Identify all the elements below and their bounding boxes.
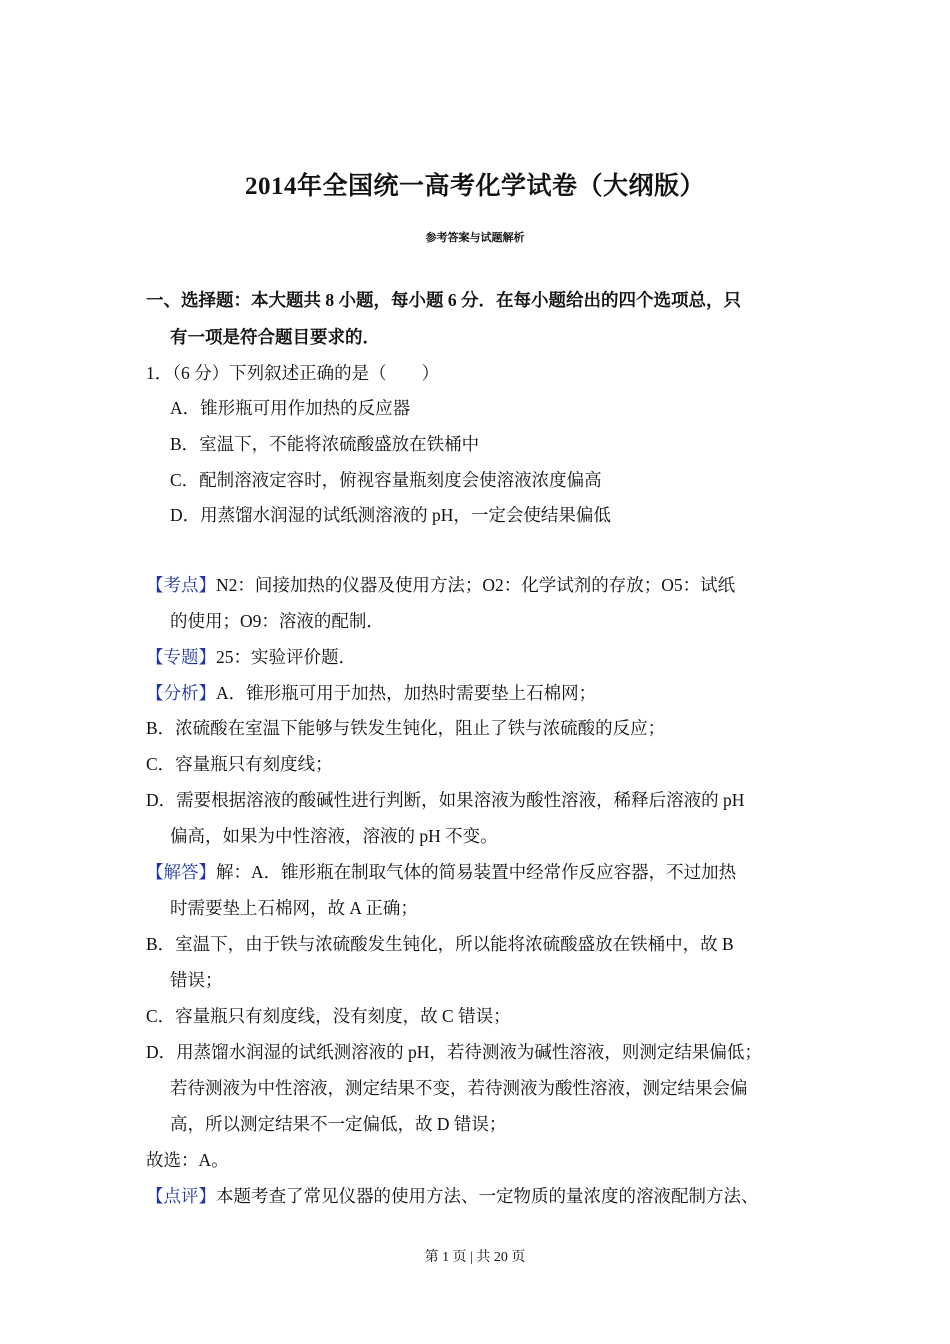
kaodian-text1: N2：间接加热的仪器及使用方法；O2：化学试剂的存放；O5：试纸 [216, 575, 736, 595]
jieda-line-d3: 高，所以测定结果不一定偏低，故 D 错误； [170, 1114, 507, 1134]
fenxi-tag: 【分析】 [146, 683, 216, 703]
question-1-stem: 1．（6 分）下列叙述正确的是（ ） [146, 363, 440, 383]
dianping-line [146, 1186, 759, 1206]
jieda-line-a2: 时需要垫上石棉网，故 A 正确； [170, 898, 418, 918]
fenxi-line-d2: 偏高，如果为中性溶液，溶液的 pH 不变。 [170, 826, 498, 846]
kaodian-line1 [146, 575, 735, 595]
jieda-tag: 【解答】 [146, 862, 216, 882]
zhuanti-text: 25：实验评价题． [216, 647, 356, 667]
jieda-line-a1 [146, 862, 736, 882]
fenxi-line-a [146, 683, 596, 703]
option-b: B．室温下，不能将浓硫酸盛放在铁桶中 [170, 434, 480, 454]
dianping-tag: 【点评】 [146, 1186, 216, 1206]
zhuanti-tag: 【专题】 [146, 647, 216, 667]
kaodian-tag: 【考点】 [146, 575, 216, 595]
fenxi-line-c: C．容量瓶只有刻度线； [146, 754, 333, 774]
fenxi-line-b: B．浓硫酸在室温下能够与铁发生钝化，阻止了铁与浓硫酸的反应； [146, 718, 666, 738]
jieda-text-a1: 解：A．锥形瓶在制取气体的简易装置中经常作反应容器，不过加热 [216, 862, 737, 882]
jieda-line-b1: B．室温下，由于铁与浓硫酸发生钝化，所以能将浓硫酸盛放在铁桶中，故 B [146, 934, 734, 954]
kaodian-line2: 的使用；O9：溶液的配制． [170, 611, 384, 631]
section-heading-line1: 一、选择题：本大题共 8 小题，每小题 6 分．在每小题给出的四个选项总，只 [146, 290, 741, 310]
fenxi-line-d1: D．需要根据溶液的酸碱性进行判断，如果溶液为酸性溶液，稀释后溶液的 pH [146, 790, 745, 810]
document-title: 2014年全国统一高考化学试卷（大纲版） [244, 173, 705, 200]
option-a: A．锥形瓶可用作加热的反应器 [170, 398, 411, 418]
document-subtitle: 参考答案与试题解析 [425, 232, 525, 244]
option-d: D．用蒸馏水润湿的试纸测溶液的 pH，一定会使结果偏低 [170, 505, 611, 525]
option-c: C．配制溶液定容时，俯视容量瓶刻度会使溶液浓度偏高 [170, 470, 602, 490]
fenxi-text-a: A．锥形瓶可用于加热，加热时需要垫上石棉网； [216, 683, 597, 703]
jieda-line-d2: 若待测液为中性溶液，测定结果不变，若待测液为酸性溶液，测定结果会偏 [170, 1078, 748, 1098]
jieda-line-d1: D．用蒸馏水润湿的试纸测溶液的 pH，若待测液为碱性溶液，则测定结果偏低； [146, 1042, 762, 1062]
section-heading-line2: 有一项是符合题目要求的． [170, 327, 380, 347]
page-footer: 第 1 页 | 共 20 页 [424, 1250, 526, 1265]
jieda-line-c: C．容量瓶只有刻度线，没有刻度，故 C 错误； [146, 1006, 511, 1026]
jieda-line-b2: 错误； [170, 970, 223, 990]
dianping-text: 本题考查了常见仪器的使用方法、一定物质的量浓度的溶液配制方法、 [216, 1186, 759, 1206]
zhuanti-line [146, 647, 356, 667]
answer-line: 故选：A。 [146, 1150, 229, 1170]
